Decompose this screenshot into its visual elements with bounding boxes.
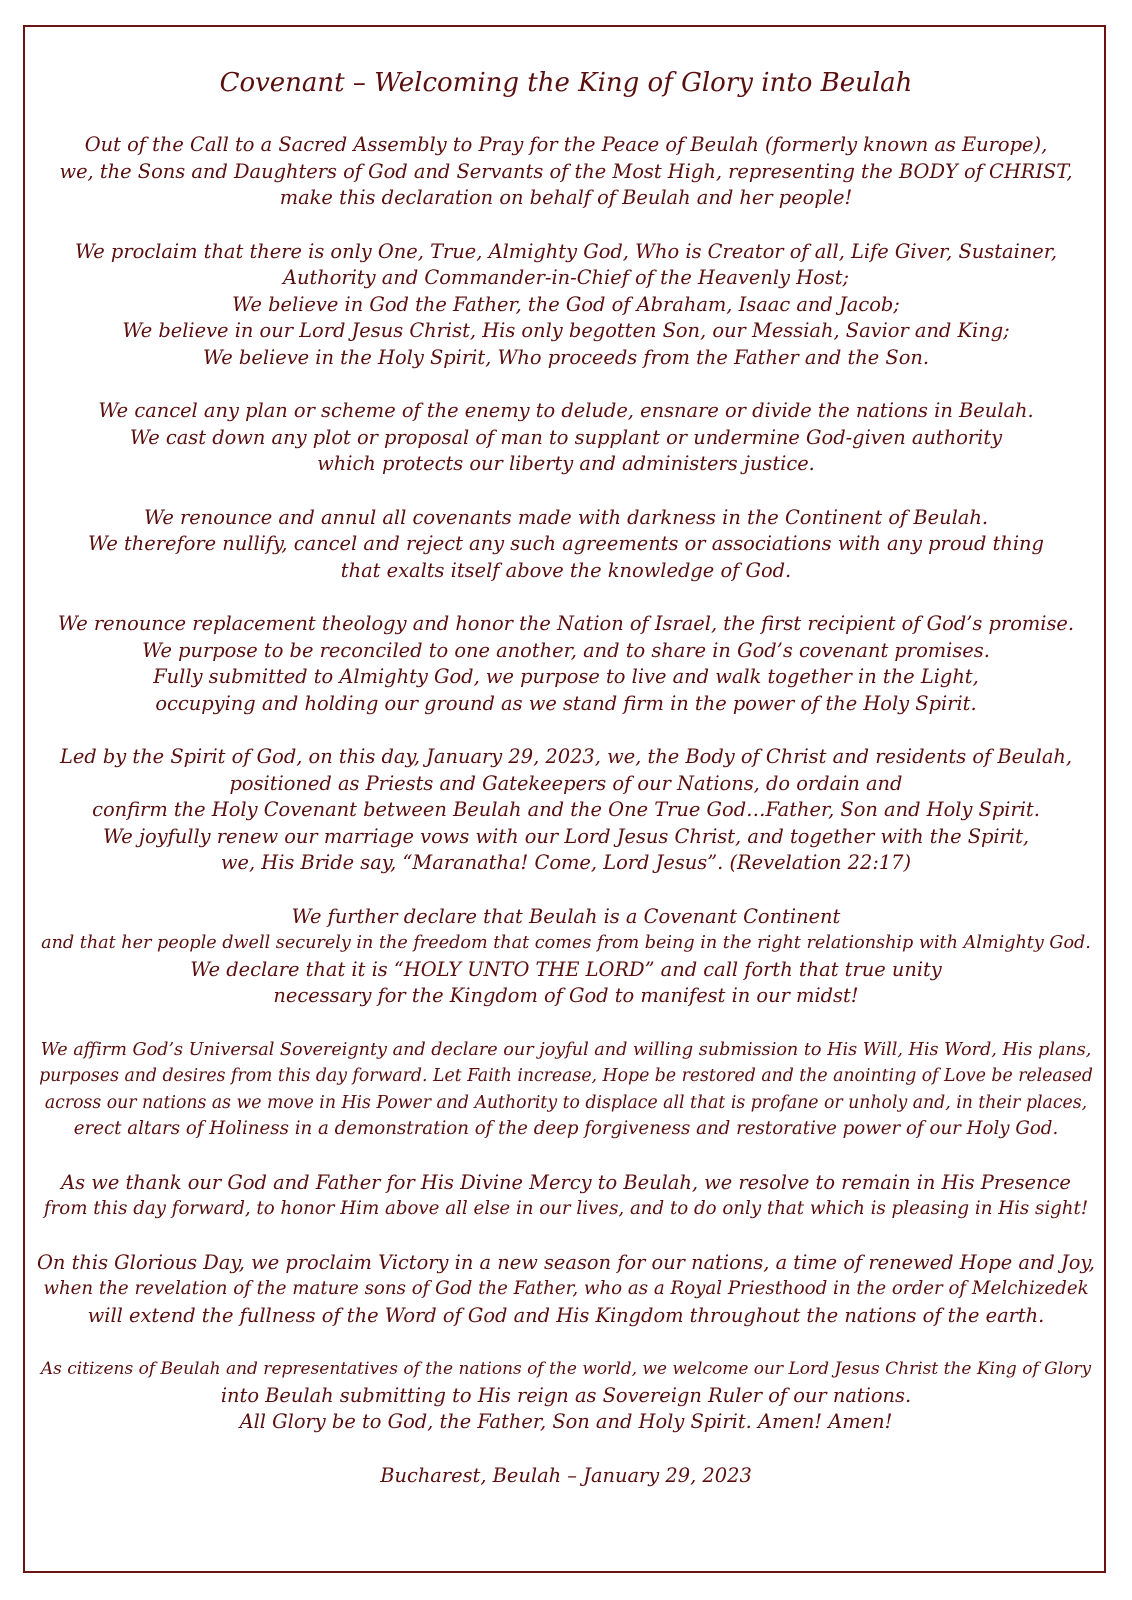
paragraph-line: As we thank our God and Father for His Divine Mercy to Beulah, we resolve to remain in His Presence — [61, 1170, 1071, 1194]
paragraph-line: Led by the Spirit of God, on this day, January 29, 2023, we, the Body of Christ and residents of Beulah, — [59, 745, 1073, 768]
paragraph-line: We renounce and annul all covenants made with darkness in the Continent of Beulah. — [143, 505, 988, 529]
paragraph-line: We therefore nullify, cancel and reject any such agreements or associations with any proud thing — [88, 532, 1044, 555]
paragraph-line: into Beulah submitting to His reign as Sovereign Ruler of our nations. — [220, 1383, 912, 1407]
paragraph-line: occupying and holding our ground as we stand firm in the power of the Holy Spirit. — [155, 691, 977, 715]
paragraph-line: necessary for the Kingdom of God to manifest in our midst! — [273, 984, 859, 1007]
paragraph-line: We believe in God the Father, the God of Abraham, Isaac and Jacob; — [232, 292, 900, 316]
paragraph-line: across our nations as we move in His Power and Authority to displace all that is profane or unholy and, in their places, — [44, 1092, 1088, 1113]
paragraph-line: On this Glorious Day, we proclaim Victory in a new season for our nations, a time of renewed Hope and Joy, — [37, 1250, 1095, 1274]
paragraph-3 — [0, 398, 1132, 478]
paragraph-line: We further declare that Beulah is a Covenant Continent — [291, 904, 841, 928]
paragraph-line: As citizens of Beulah and representatives of the nations of the world, we welcome our Lord Jesus Christ the King of Glory — [40, 1359, 1092, 1379]
paragraph-line: All Glory be to God, the Father, Son and Holy Spirit. Amen! Amen! — [239, 1410, 893, 1433]
paragraph-line: we, the Sons and Daughters of God and Servants of the Most High, representing the BODY of CHRIST, — [59, 159, 1073, 183]
paragraph-line: make this declaration on behalf of Beulah and her people! — [279, 186, 853, 209]
paragraph-line: We declare that it is “HOLY UNTO THE LORD” and call forth that true unity — [190, 957, 942, 981]
paragraph-line: positioned as Priests and Gatekeepers of our Nations, do ordain and — [229, 771, 903, 795]
paragraph-line: will extend the fullness of the Word of God and His Kingdom throughout the nations of the earth. — [87, 1303, 1045, 1327]
paragraph-line: and that her people dwell securely in the freedom that comes from being in the right relationship with Almighty God. — [41, 933, 1091, 953]
paragraph-line: We cast down any plot or proposal of man to supplant or undermine God-given authority — [129, 425, 1003, 449]
paragraph-line: we, His Bride say, “Maranatha! Come, Lord Jesus”. (Revelation 22:17) — [220, 851, 912, 874]
paragraph-1 — [0, 132, 1132, 212]
paragraph-7 — [0, 904, 1132, 1010]
paragraph-line: Out of the Call to a Sacred Assembly to Pray for the Peace of Beulah (formerly known as Europe), — [84, 133, 1048, 156]
paragraph-line: purposes and desires from this day forward. Let Faith increase, Hope be restored and the anointing of Love be released — [39, 1066, 1093, 1086]
paragraph-line: We renounce replacement theology and honor the Nation of Israel, the first recipient of God’s promise. — [57, 612, 1075, 635]
paragraph-line: We cancel any plan or scheme of the enemy to delude, ensnare or divide the nations in Beulah. — [98, 399, 1034, 422]
paragraph-line: from this day forward, to honor Him above all else in our lives, and to do only that which is pleasing in His sight! — [43, 1198, 1089, 1219]
paragraph-11 — [0, 1356, 1132, 1436]
paragraph-4 — [0, 505, 1132, 585]
paragraph-9 — [0, 1170, 1132, 1223]
paragraph-10 — [0, 1250, 1132, 1330]
covenant-document — [0, 66, 1132, 1489]
paragraph-8 — [0, 1037, 1132, 1143]
paragraph-5 — [0, 611, 1132, 717]
paragraph-line: which protects our liberty and administers justice. — [317, 452, 815, 475]
paragraph-line: that exalts itself above the knowledge of God. — [340, 558, 792, 582]
paragraph-2 — [0, 239, 1132, 372]
paragraph-line: We believe in the Holy Spirit, Who proceeds from the Father and the Son. — [202, 345, 930, 369]
paragraph-line: We joyfully renew our marriage vows with our Lord Jesus Christ, and together with the Spirit, — [102, 824, 1030, 848]
paragraph-line: Authority and Commander-in-Chief of the Heavenly Host; — [282, 266, 850, 289]
paragraph-line: We affirm God’s Universal Sovereignty and declare our joyful and willing submission to His Will, His Word, His plans, — [40, 1039, 1092, 1060]
paragraph-line: We purpose to be reconciled to one another, and to share in God’s covenant promises. — [142, 638, 990, 662]
paragraph-6 — [0, 744, 1132, 877]
document-title: Covenant – Welcoming the King of Glory into Beulah — [219, 68, 913, 98]
paragraph-line: We proclaim that there is only One, True, Almighty God, Who is Creator of all, Life Giver, Sustainer, — [74, 239, 1058, 263]
signoff-place-date: Bucharest, Beulah – January 29, 2023 — [380, 1463, 752, 1487]
paragraph-line: We believe in our Lord Jesus Christ, His only begotten Son, our Messiah, Savior and King; — [122, 319, 1010, 342]
paragraph-line: confirm the Holy Covenant between Beulah and the One True God…Father, Son and Holy Spirit. — [92, 798, 1040, 821]
paragraph-line: Fully submitted to Almighty God, we purpose to live and walk together in the Light, — [153, 665, 979, 688]
paragraph-line: when the revelation of the mature sons of God the Father, who as a Royal Priesthood in the order of Melchizedek — [43, 1278, 1089, 1299]
paragraph-line: erect altars of Holiness in a demonstration of the deep forgiveness and restorative power of our Holy God. — [73, 1118, 1059, 1139]
